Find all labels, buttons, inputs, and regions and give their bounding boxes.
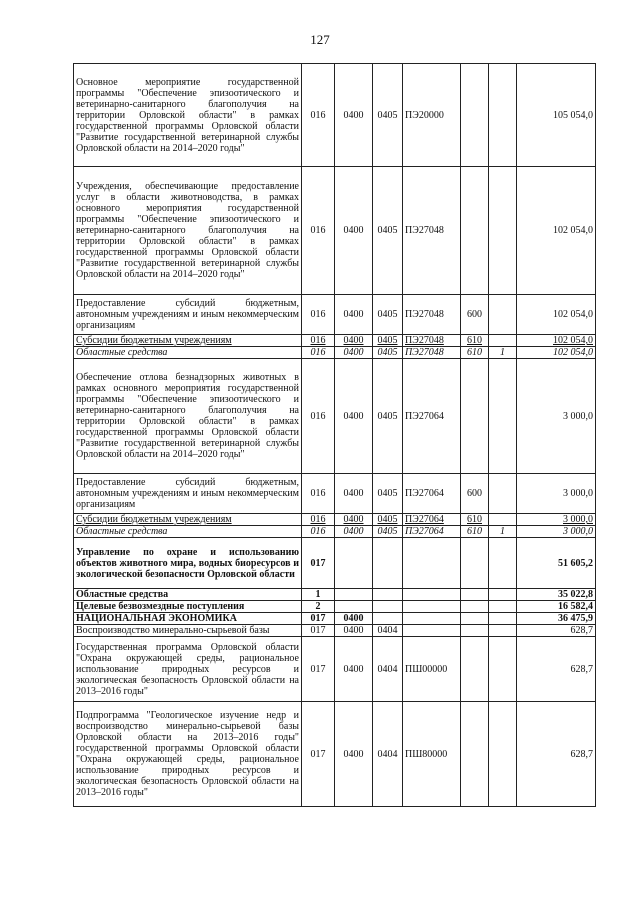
section-code-cell bbox=[335, 702, 373, 807]
section-code-cell-text: 0400 bbox=[343, 613, 364, 624]
table-row bbox=[74, 64, 596, 167]
grbs-code-cell bbox=[302, 589, 335, 601]
funding-source-cell bbox=[489, 514, 517, 526]
amount-cell bbox=[517, 167, 596, 295]
subsection-code-cell bbox=[373, 702, 403, 807]
section-code-cell-text: 0400 bbox=[343, 514, 364, 525]
funding-source-cell bbox=[489, 613, 517, 625]
target-article-cell bbox=[403, 538, 461, 589]
amount-cell-text: 628,7 bbox=[570, 663, 593, 675]
table-row bbox=[74, 625, 596, 637]
section-code-cell bbox=[335, 474, 373, 514]
funding-source-cell bbox=[489, 64, 517, 167]
expense-name-cell bbox=[74, 474, 302, 514]
subsection-code-cell bbox=[373, 601, 403, 613]
grbs-code-cell bbox=[302, 637, 335, 702]
target-article-cell-text: ПЭ27048 bbox=[405, 335, 444, 346]
subsection-code-cell bbox=[373, 637, 403, 702]
subsection-code-cell bbox=[373, 359, 403, 474]
section-code-cell bbox=[335, 167, 373, 295]
amount-cell-text: 51 605,2 bbox=[558, 557, 593, 569]
subsection-code-cell bbox=[373, 167, 403, 295]
section-code-cell-text: 0400 bbox=[343, 225, 364, 236]
subsection-code-cell-text: 0404 bbox=[377, 748, 398, 760]
expense-name-cell-text: Обеспечение отлова безнадзорных животных в рамках основного мероприятия государственной программы "Обеспечение эпизоотического и ветеринарно-санитарного благополучия на территории Орловской области" в рамках государственной программы Орловской области "Развитие государственной ветеринарной службы Орловской области на 2014–2020 годы" bbox=[76, 372, 299, 460]
target-article-cell bbox=[403, 625, 461, 637]
expense-name-cell-text: Учреждения, обеспечивающие предоставление услуг в области животноводства, в рамках основного мероприятия государственной программы "Обеспечение эпизоотического и ветеринарно-санитарного благополучия на территории Орловской области" в рамках государственной программы Орловской области "Развитие государственной ветеринарной службы Орловской области на 2014–2020 годы" bbox=[76, 181, 299, 280]
section-code-cell-text: 0400 bbox=[343, 309, 364, 320]
subsection-code-cell-text: 0405 bbox=[377, 488, 398, 499]
amount-cell bbox=[517, 589, 596, 601]
subsection-code-cell-text: 0404 bbox=[377, 663, 398, 675]
table-row bbox=[74, 514, 596, 526]
expense-type-cell bbox=[461, 514, 489, 526]
section-code-cell bbox=[335, 538, 373, 589]
target-article-cell bbox=[403, 514, 461, 526]
expense-type-cell-text: 610 bbox=[467, 526, 482, 537]
expense-name-cell bbox=[74, 295, 302, 335]
funding-source-cell bbox=[489, 538, 517, 589]
amount-cell-text: 628,7 bbox=[570, 748, 593, 760]
grbs-code-cell-text: 016 bbox=[310, 109, 326, 121]
funding-source-cell bbox=[489, 335, 517, 347]
expense-name-cell bbox=[74, 514, 302, 526]
expense-name-cell-text: Основное мероприятие государственной программы "Обеспечение эпизоотического и ветеринарно-санитарного благополучия на территории Орловской области" в рамках государственной программы Орловской области "Развитие государственной ветеринарной службы Орловской области на 2014–2020 годы" bbox=[76, 76, 299, 154]
amount-cell bbox=[517, 64, 596, 167]
target-article-cell bbox=[403, 347, 461, 359]
grbs-code-cell bbox=[302, 347, 335, 359]
target-article-cell bbox=[403, 637, 461, 702]
expense-name-cell-text: НАЦИОНАЛЬНАЯ ЭКОНОМИКА bbox=[76, 613, 237, 624]
funding-source-cell-text: 1 bbox=[500, 526, 505, 537]
section-code-cell bbox=[335, 295, 373, 335]
target-article-cell bbox=[403, 474, 461, 514]
amount-cell bbox=[517, 601, 596, 613]
grbs-code-cell-text: 016 bbox=[310, 526, 326, 537]
amount-cell-text: 16 582,4 bbox=[558, 601, 593, 612]
subsection-code-cell-text: 0404 bbox=[377, 625, 398, 636]
section-code-cell-text: 0400 bbox=[343, 526, 364, 537]
target-article-cell bbox=[403, 359, 461, 474]
grbs-code-cell-text: 016 bbox=[310, 225, 326, 236]
section-code-cell-text: 0400 bbox=[343, 488, 364, 499]
amount-cell-text: 105 054,0 bbox=[553, 109, 593, 121]
grbs-code-cell bbox=[302, 474, 335, 514]
expense-type-cell bbox=[461, 295, 489, 335]
subsection-code-cell bbox=[373, 335, 403, 347]
section-code-cell bbox=[335, 514, 373, 526]
section-code-cell-text: 0400 bbox=[343, 347, 364, 358]
expense-type-cell bbox=[461, 335, 489, 347]
subsection-code-cell-text: 0405 bbox=[377, 410, 398, 422]
expense-type-cell bbox=[461, 538, 489, 589]
expense-name-cell-text: Субсидии бюджетным учреждениям bbox=[76, 514, 232, 525]
amount-cell-text: 628,7 bbox=[570, 625, 593, 636]
grbs-code-cell-text: 2 bbox=[315, 601, 321, 612]
grbs-code-cell bbox=[302, 538, 335, 589]
expense-name-cell-text: Предоставление субсидий бюджетным, автономным учреждениям и иным некоммерческим организациям bbox=[76, 298, 299, 331]
grbs-code-cell-text: 017 bbox=[310, 625, 326, 636]
section-code-cell-text: 0400 bbox=[343, 335, 364, 346]
target-article-cell bbox=[403, 702, 461, 807]
table-row bbox=[74, 702, 596, 807]
subsection-code-cell bbox=[373, 295, 403, 335]
expense-name-cell bbox=[74, 601, 302, 613]
expense-name-cell bbox=[74, 538, 302, 589]
subsection-code-cell-text: 0405 bbox=[377, 514, 398, 525]
grbs-code-cell bbox=[302, 295, 335, 335]
expense-name-cell-text: Воспроизводство минерально-сырьевой базы bbox=[76, 625, 270, 636]
budget-table bbox=[73, 63, 596, 807]
table-row bbox=[74, 347, 596, 359]
amount-cell-text: 102 054,0 bbox=[553, 335, 593, 346]
amount-cell bbox=[517, 526, 596, 538]
amount-cell-text: 102 054,0 bbox=[553, 309, 593, 320]
target-article-cell-text: ПШ00000 bbox=[405, 663, 448, 675]
subsection-code-cell-text: 0405 bbox=[377, 109, 398, 121]
grbs-code-cell bbox=[302, 167, 335, 295]
page-number: 127 bbox=[310, 32, 330, 47]
expense-type-cell-text: 610 bbox=[467, 514, 482, 525]
table-row bbox=[74, 601, 596, 613]
funding-source-cell bbox=[489, 625, 517, 637]
target-article-cell-text: ПЭ27064 bbox=[405, 526, 444, 537]
expense-name-cell-text: Целевые безвозмездные поступления bbox=[76, 601, 245, 612]
funding-source-cell bbox=[489, 601, 517, 613]
subsection-code-cell-text: 0405 bbox=[377, 309, 398, 320]
grbs-code-cell bbox=[302, 514, 335, 526]
budget-table-body bbox=[74, 64, 596, 807]
grbs-code-cell bbox=[302, 64, 335, 167]
expense-type-cell bbox=[461, 526, 489, 538]
grbs-code-cell-text: 016 bbox=[310, 410, 326, 422]
expense-name-cell bbox=[74, 359, 302, 474]
amount-cell-text: 102 054,0 bbox=[553, 347, 593, 358]
expense-type-cell-text: 610 bbox=[467, 347, 482, 358]
section-code-cell-text: 0400 bbox=[343, 748, 364, 760]
funding-source-cell bbox=[489, 637, 517, 702]
expense-name-cell bbox=[74, 347, 302, 359]
grbs-code-cell-text: 016 bbox=[310, 309, 326, 320]
expense-name-cell-text: Субсидии бюджетным учреждениям bbox=[76, 335, 232, 346]
section-code-cell bbox=[335, 64, 373, 167]
amount-cell-text: 36 475,9 bbox=[558, 613, 593, 624]
amount-cell bbox=[517, 359, 596, 474]
section-code-cell bbox=[335, 613, 373, 625]
section-code-cell bbox=[335, 526, 373, 538]
section-code-cell-text: 0400 bbox=[343, 410, 364, 422]
subsection-code-cell bbox=[373, 538, 403, 589]
section-code-cell bbox=[335, 589, 373, 601]
section-code-cell-text: 0400 bbox=[343, 663, 364, 675]
grbs-code-cell-text: 016 bbox=[310, 335, 326, 346]
target-article-cell bbox=[403, 526, 461, 538]
table-row bbox=[74, 167, 596, 295]
grbs-code-cell bbox=[302, 601, 335, 613]
funding-source-cell bbox=[489, 359, 517, 474]
amount-cell-text: 3 000,0 bbox=[563, 514, 593, 525]
expense-name-cell-text: Областные средства bbox=[76, 589, 169, 600]
target-article-cell bbox=[403, 167, 461, 295]
subsection-code-cell bbox=[373, 474, 403, 514]
grbs-code-cell-text: 017 bbox=[310, 557, 326, 569]
target-article-cell-text: ПЭ27048 bbox=[405, 225, 444, 236]
table-row bbox=[74, 335, 596, 347]
expense-name-cell bbox=[74, 167, 302, 295]
expense-name-cell bbox=[74, 526, 302, 538]
expense-type-cell-text: 600 bbox=[467, 309, 482, 320]
funding-source-cell bbox=[489, 474, 517, 514]
grbs-code-cell-text: 017 bbox=[310, 613, 326, 624]
section-code-cell bbox=[335, 601, 373, 613]
expense-type-cell bbox=[461, 347, 489, 359]
target-article-cell bbox=[403, 335, 461, 347]
table-row bbox=[74, 474, 596, 514]
target-article-cell bbox=[403, 295, 461, 335]
amount-cell bbox=[517, 625, 596, 637]
expense-type-cell bbox=[461, 702, 489, 807]
funding-source-cell bbox=[489, 702, 517, 807]
subsection-code-cell-text: 0405 bbox=[377, 225, 398, 236]
expense-name-cell-text: Управление по охране и использованию объектов животного мира, водных биоресурсов и экологической безопасности Орловской области bbox=[76, 546, 299, 580]
subsection-code-cell bbox=[373, 613, 403, 625]
table-row bbox=[74, 295, 596, 335]
table-row bbox=[74, 637, 596, 702]
expense-name-cell bbox=[74, 64, 302, 167]
section-code-cell bbox=[335, 347, 373, 359]
section-code-cell-text: 0400 bbox=[343, 625, 364, 636]
grbs-code-cell bbox=[302, 335, 335, 347]
grbs-code-cell-text: 1 bbox=[315, 589, 321, 600]
grbs-code-cell-text: 017 bbox=[310, 748, 326, 760]
target-article-cell-text: ПЭ20000 bbox=[405, 109, 444, 121]
expense-name-cell-text: Предоставление субсидий бюджетным, автономным учреждениям и иным некоммерческим организациям bbox=[76, 477, 299, 510]
grbs-code-cell-text: 016 bbox=[310, 488, 326, 499]
section-code-cell bbox=[335, 359, 373, 474]
expense-name-cell bbox=[74, 589, 302, 601]
amount-cell-text: 3 000,0 bbox=[563, 410, 593, 422]
section-code-cell bbox=[335, 335, 373, 347]
expense-name-cell-text: Областные средства bbox=[76, 347, 168, 358]
table-row bbox=[74, 538, 596, 589]
amount-cell bbox=[517, 295, 596, 335]
expense-name-cell bbox=[74, 625, 302, 637]
amount-cell bbox=[517, 347, 596, 359]
target-article-cell-text: ПЭ27048 bbox=[405, 309, 444, 320]
amount-cell bbox=[517, 335, 596, 347]
grbs-code-cell-text: 016 bbox=[310, 514, 326, 525]
expense-name-cell-text: Областные средства bbox=[76, 526, 168, 537]
subsection-code-cell bbox=[373, 347, 403, 359]
target-article-cell bbox=[403, 613, 461, 625]
grbs-code-cell bbox=[302, 625, 335, 637]
grbs-code-cell bbox=[302, 359, 335, 474]
funding-source-cell bbox=[489, 589, 517, 601]
amount-cell bbox=[517, 637, 596, 702]
subsection-code-cell-text: 0405 bbox=[377, 347, 398, 358]
subsection-code-cell bbox=[373, 625, 403, 637]
target-article-cell-text: ПЭ27064 bbox=[405, 410, 444, 422]
expense-type-cell bbox=[461, 601, 489, 613]
subsection-code-cell bbox=[373, 589, 403, 601]
amount-cell bbox=[517, 538, 596, 589]
target-article-cell-text: ПШ80000 bbox=[405, 748, 448, 760]
grbs-code-cell bbox=[302, 702, 335, 807]
grbs-code-cell bbox=[302, 613, 335, 625]
table-row bbox=[74, 359, 596, 474]
funding-source-cell-text: 1 bbox=[500, 347, 505, 358]
table-row bbox=[74, 589, 596, 601]
expense-type-cell-text: 610 bbox=[467, 335, 482, 346]
amount-cell-text: 3 000,0 bbox=[563, 488, 593, 499]
section-code-cell bbox=[335, 637, 373, 702]
target-article-cell-text: ПЭ27048 bbox=[405, 347, 444, 358]
expense-name-cell bbox=[74, 335, 302, 347]
expense-name-cell-text: Государственная программа Орловской области "Охрана окружающей среды, рациональное использование природных ресурсов и экологическая безопасность Орловской области на 2013–2016 годы" bbox=[76, 641, 299, 697]
subsection-code-cell bbox=[373, 526, 403, 538]
grbs-code-cell bbox=[302, 526, 335, 538]
amount-cell bbox=[517, 702, 596, 807]
amount-cell-text: 35 022,8 bbox=[558, 589, 593, 600]
expense-type-cell bbox=[461, 167, 489, 295]
grbs-code-cell-text: 016 bbox=[310, 347, 326, 358]
expense-name-cell bbox=[74, 637, 302, 702]
expense-type-cell bbox=[461, 637, 489, 702]
expense-type-cell bbox=[461, 589, 489, 601]
expense-type-cell-text: 600 bbox=[467, 488, 482, 499]
target-article-cell-text: ПЭ27064 bbox=[405, 488, 444, 499]
target-article-cell bbox=[403, 601, 461, 613]
expense-type-cell bbox=[461, 359, 489, 474]
section-code-cell-text: 0400 bbox=[343, 109, 364, 121]
amount-cell bbox=[517, 514, 596, 526]
subsection-code-cell bbox=[373, 64, 403, 167]
expense-type-cell bbox=[461, 64, 489, 167]
amount-cell bbox=[517, 613, 596, 625]
table-row bbox=[74, 526, 596, 538]
expense-type-cell bbox=[461, 613, 489, 625]
expense-name-cell bbox=[74, 613, 302, 625]
funding-source-cell bbox=[489, 526, 517, 538]
target-article-cell-text: ПЭ27064 bbox=[405, 514, 444, 525]
subsection-code-cell-text: 0405 bbox=[377, 335, 398, 346]
amount-cell-text: 3 000,0 bbox=[563, 526, 593, 537]
subsection-code-cell bbox=[373, 514, 403, 526]
expense-type-cell bbox=[461, 625, 489, 637]
amount-cell bbox=[517, 474, 596, 514]
funding-source-cell bbox=[489, 167, 517, 295]
grbs-code-cell-text: 017 bbox=[310, 663, 326, 675]
subsection-code-cell-text: 0405 bbox=[377, 526, 398, 537]
funding-source-cell bbox=[489, 347, 517, 359]
target-article-cell bbox=[403, 64, 461, 167]
expense-name-cell bbox=[74, 702, 302, 807]
funding-source-cell bbox=[489, 295, 517, 335]
section-code-cell bbox=[335, 625, 373, 637]
amount-cell-text: 102 054,0 bbox=[553, 225, 593, 236]
table-row bbox=[74, 613, 596, 625]
expense-name-cell-text: Подпрограмма "Геологическое изучение недр и воспроизводство минерально-сырьевой базы Орловской области на 2013–2016 годы" государственной программы Орловской области "Охрана окружающей среды, рациональное использование природных ресурсов и экологическая безопасность Орловской области на 2013–2016 годы" bbox=[76, 710, 299, 798]
target-article-cell bbox=[403, 589, 461, 601]
expense-type-cell bbox=[461, 474, 489, 514]
